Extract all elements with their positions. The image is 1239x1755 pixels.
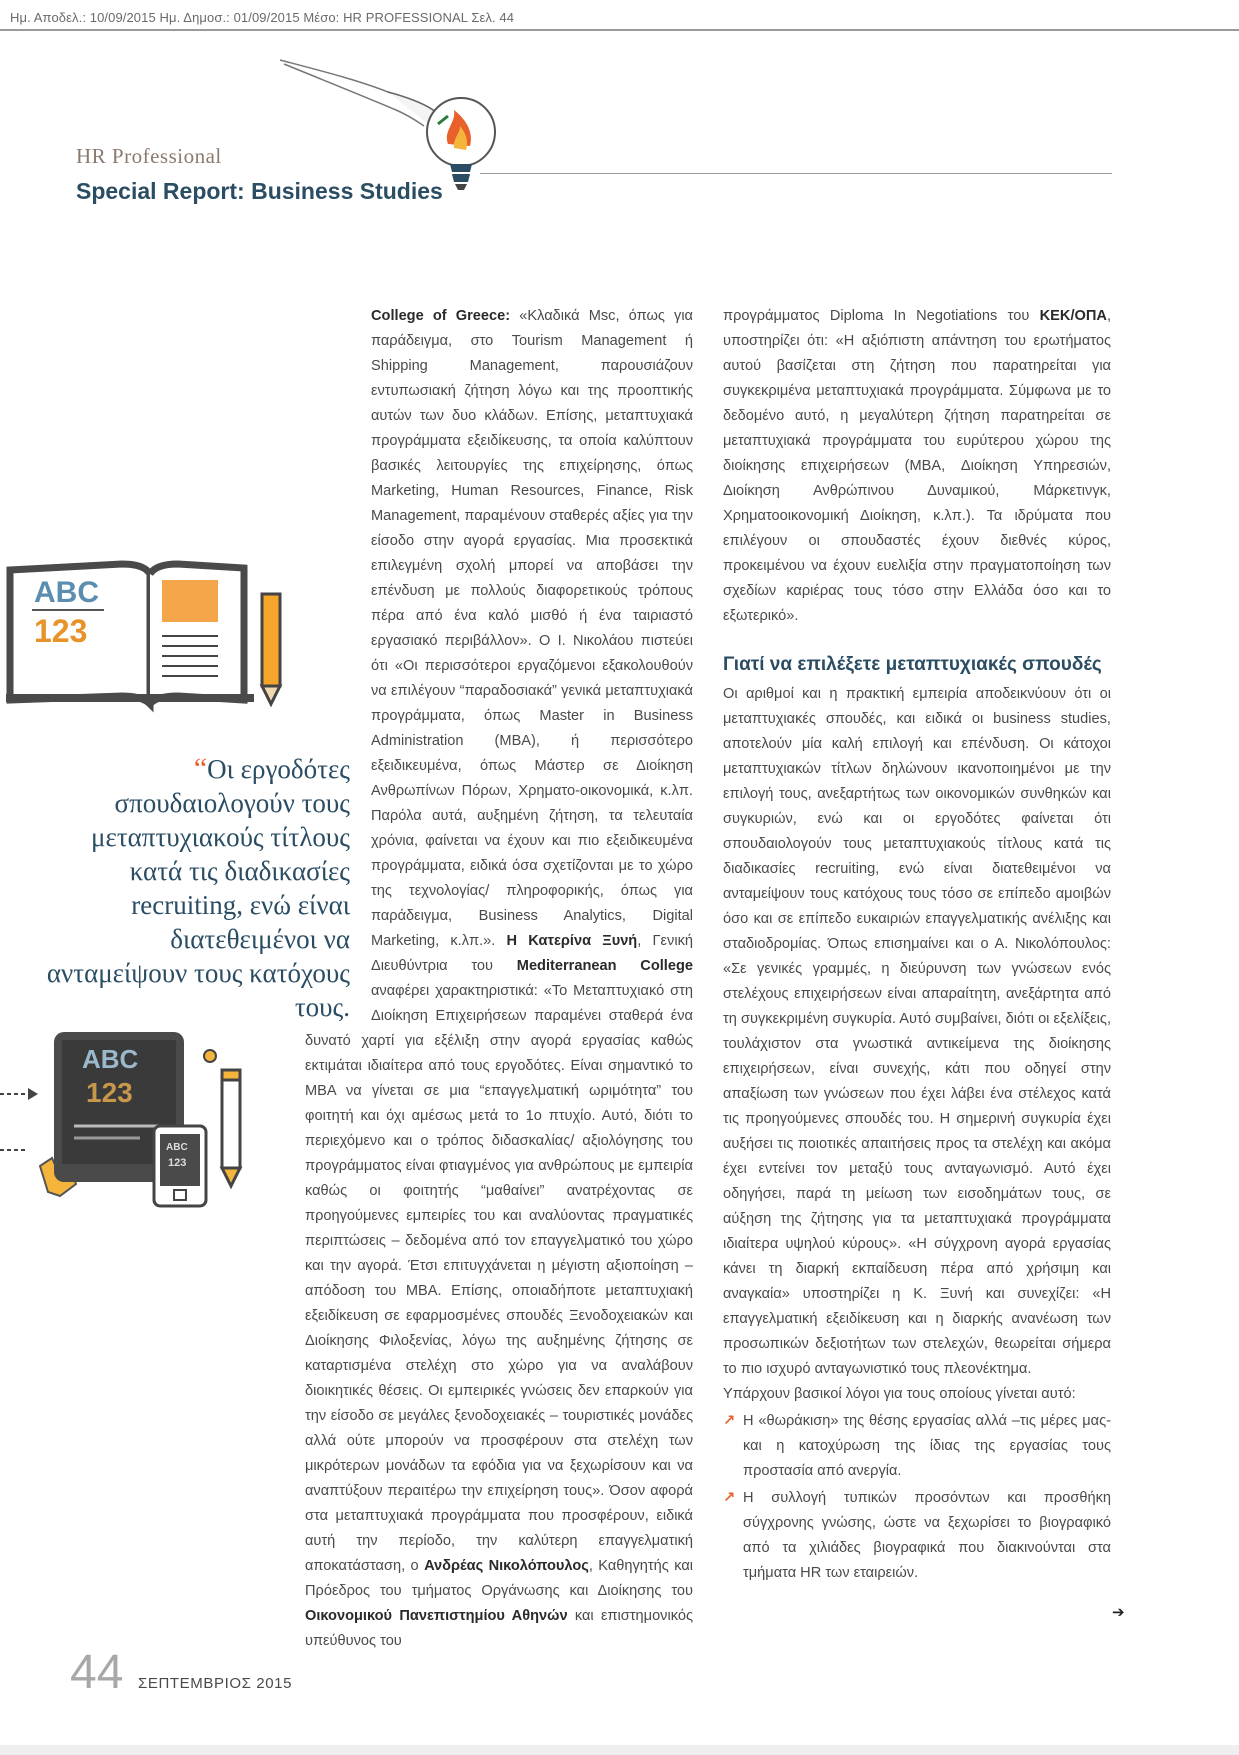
book-abc-label: ABC — [34, 576, 99, 609]
issue-date: ΣΕΠΤΕΜΒΡΙΟΣ 2015 — [138, 1675, 293, 1692]
mediterranean-college-label: Mediterranean College — [516, 958, 693, 974]
article-paragraph: Υπάρχουν βασικοί λόγοι για τους οποίους γίνεται αυτό: — [723, 1386, 1076, 1402]
page-number: 44 — [70, 1646, 124, 1699]
pull-quote — [40, 752, 350, 1024]
open-book-illustration — [4, 554, 294, 714]
clipping-meta: Ημ. Αποδελ.: 10/09/2015 Ημ. Δημοσ.: 01/09/2015 Μέσο: HR PROFESSIONAL Σελ. 44 — [10, 10, 515, 25]
scan-bottom-edge — [0, 1745, 1239, 1755]
college-of-greece-label: College of Greece: — [371, 308, 511, 324]
university-name: Οικονομικού Πανεπιστημίου Αθηνών — [305, 1608, 568, 1624]
bullet-text: Η «θωράκιση» της θέσης εργασίας αλλά –τις μέρες μας- και η κατοχύρωση της ίδιας της εργασίας τους προστασία από ανεργία. — [743, 1413, 1111, 1479]
bullet-item — [723, 1409, 1111, 1484]
article-paragraph: Οι αριθμοί και η πρακτική εμπειρία αποδεικνύουν ότι οι μεταπτυχιακές σπουδές, και ειδικά οι business studies, αποτελούν μία καλή επιλογή και επένδυση. Οι κάτοχοι μεταπτυχιακών τίτλων δηλώνουν ικανοποιημένοι με την επιλογή τους, ανεξαρτήτως των οικονομικών συνθηκών και συγκυριών, ενώ και οι εργοδότες φαίνεται ότι σπουδαιολογούν τους μεταπτυχιακούς τίτλους κατά τις διαδικασίες recruiting, ενώ είναι διατεθειμένοι να ανταμείψουν τους κατόχους τους τόσο σε επίπεδο αμοιβών όσο και σε επίπεδο ευκαιριών επαγγελματικής ανέλιξης και σταδιοδρομίας. Όπως επισημαίνει και ο Α. Νικολόπουλος: «Σε γενικές γραμμές, η διεύρυνση των γνώσεων ενός στελέχους επιχειρήσεων είναι απαραίτητη, ανεξάρτητα από τη συγκεκριμένη συγκυρία. Αυτό συμβαίνει, διότι οι εξελίξεις, τουλάχιστον στα γνωστικά αντικείμενα της διοίκησης επιχειρήσεων, είναι συνεχής, κάτι που οδηγεί στην απαξίωση των γνώσεων που έχει λάβει ένα στέλεχος κατά τις προηγούμενες σπουδές του. Η σημερινή συγκυρία έχει αυξήσει τις ποιοτικές απαιτήσεις προς τα στελέχη και ακόμα έχει εντείνει τον μεταξύ τους ανταγωνισμό. Αυτό έχει οδηγήσει, παρά τη μείωση των εισοδημάτων τους, σε αύξηση της ζήτησης για τα μεταπτυχιακά προγράμματα ιδιαίτερα υψηλού κύρους». «Η σύγχρονη αγορά εργασίας κάνει τη διαρκή εκπαίδευση πέρα από χρήσιμη και αναγκαία» υποστηρίζει η Κ. Ξυνή και συνεχίζει: «Η επαγγελματική εξειδίκευση και η διαρκής ανανέωση των προσωπικών δεξιοτήτων των στελεχών, θεωρείται σήμερα το πιο ισχυρό ανταγωνιστικό τους πλεονέκτημα. — [723, 686, 1111, 1377]
arrow-icon: ↗ — [723, 1413, 736, 1429]
text-run: , Καθηγητής και Πρόεδρος του τμήματος Οργάνωσης και Διοίκησης του — [305, 1558, 694, 1599]
text-run: «Κλαδικά Msc, όπως για παράδειγμα, στο Tourism Management ή Shipping Management, παρουσιάζουν εντυπωσιακή ζήτηση λόγω και της προοπτικής αυτών των δυο κλάδων. Επίσης, μεταπτυχιακά προγράμματα εξειδίκευσης, τα οποία καλύπτουν βασικές λειτουργίες της επιχείρησης, όπως Marketing, Human Resources, Finance, Risk Management, παραμένουν σταθερές αξίες για την είσοδο στην αγορά εργασίας. Μια προσεκτικά επιλεγμένη σχολή μπορεί να αποβάσει την επένδυση με πολλούς διαφορετικούς τρόπους πέρα από ένα καλό μισθό ή ένα ταιριαστό εργασιακό περιβάλλον». Ο Ι. Νικολάου πιστεύει ότι «Οι περισσότεροι εργαζόμενοι εξακολουθούν να επιλέγουν “παραδοσιακά” γενικά μεταπτυχιακά προγράμματα, όπως Master in Business Administration (MBA), ή περισσότερο εξειδικευμένα, όπως Μάστερ σε Διοίκηση Ανθρωπίνων Πόρων, Χρηματο-οικονομικά, κ.λπ. Παρόλα αυτά, αυξημένη ζήτηση, τα τελευταία χρόνια, φαίνεται να έχουν και πιο εξειδικευμένα προγράμματα, ειδικά όσα σχετίζονται με το χώρο της τεχνολογίας/ πληροφορικής, όπως για παράδειγμα, Business Analytics, Digital Marketing, κ.λπ.». — [371, 308, 693, 949]
meta-divider — [0, 29, 1239, 31]
phone-abc-label: ABC — [166, 1142, 188, 1153]
subheading: Γιατί να επιλέξετε μεταπτυχιακές σπουδές — [723, 654, 1102, 675]
header-divider — [480, 173, 1112, 174]
kek-opa-label: ΚΕΚ/ΟΠΑ — [1039, 308, 1107, 324]
text-run: αναφέρει χαρακτηριστικά: «Το Μεταπτυχιακό στη Διοίκηση Επιχειρήσεων παραμένει σταθερά ένα δυνατό χαρτί για εξέλιξη στην αγορά εργασίας καθώς εκτιμάται ιδιαίτερα από τους εργοδότες. Είναι σημαντικό το MBA να γίνεται σε μια “επαγγελματική ωριμότητα” του φοιτητή και όχι αμέσως μετά το 1ο πτυχίο. Αυτό, διότι το περιεχόμενο και ο τρόπος διδασκαλίας/ αξιολόγησης του προγράμματος είναι φτιαγμένος για ανθρώπους με εμπειρία καθώς οι φοιτητής “μαθαίνει” ανατρέχοντας σε προηγούμενες εμπειρίες του και αναλύοντας πραγματικές περιπτώσεις – δεδομένα από τον επαγγελματικό του χώρο και την αγορά. Έτσι επιτυγχάνεται η μέγιστη αξιοποίηση – απόδοση του MBA. Επίσης, οποιαδήποτε μεταπτυχιακή εξειδίκευση σε εφαρμοσμένες σπουδές Ξενοδοχειακών και Διοίκησης Φιλοξενίας, λόγω της αυξημένης ζήτησης σε καταρτισμένα στελέχη στο χώρο για να αναλάβουν διοικητικές θέσεις. Οι εμπειρικές γνώσεις δεν επαρκούν για την είσοδο σε μεγάλες ξενοδοχειακές – τουριστικές μονάδες αλλά ούτε μπορούν να προσφέρουν στα στελέχη των μικρότερων μονάδων τα εφόδια για να ξεχωρίσουν και να αναπτύξουν περαιτέρω την επιχείρηση τους». Όσον αφορά στα μεταπτυχιακά προγράμματα που προσφέρουν, ειδικά αυτή την περίοδο, την καλύτερη επαγγελματική αποκατάσταση, ο — [305, 983, 693, 1574]
continue-arrow-icon: ➔ — [1112, 1604, 1125, 1621]
article-column-left — [305, 304, 693, 1654]
person-name-nikolopoulos: Ανδρέας Νικολόπουλος — [424, 1558, 589, 1574]
article-paragraph — [723, 304, 1111, 629]
book-123-label: 123 — [34, 613, 88, 649]
magazine-brand: HR Professional — [76, 144, 222, 168]
text-run: , Γενική Διευθύντρια του — [371, 933, 694, 974]
article-column-right — [723, 304, 1111, 1586]
text-run: , υποστηρίζει ότι: «Η αξιόπιστη απάντηση του ερωτήματος αυτού βασίζεται στη ζήτηση που παρατηρείται για συγκεκριμένα μεταπτυχιακά προγράμματα. Σύμφωνα με το δεδομένο αυτό, η μεγαλύτερη ζήτηση παρατηρείται σε μεταπτυχιακά προγράμματα του ευρύτερου χώρου της διοίκησης επιχειρήσεων (MBA, Διοίκηση Υπηρεσιών, Διοίκηση Ανθρώπινου Δυναμικού, Μάρκετινγκ, Χρηματοοικονομική Διοίκηση, κ.λπ.). Τα ιδρύματα που επιλέγουν οι σπουδαστές έχουν διεθνές κύρος, προκειμένου να έχουν ευελιξία στην πραγματοποίηση των σχεδίων καριέρας τους τόσο στην Ελλάδα όσο και το εξωτερικό». — [723, 308, 1111, 624]
tablet-abc-label: ABC — [82, 1044, 139, 1074]
text-run: και επιστημονικός υπεύθυνος του — [305, 1608, 693, 1649]
phone-123-label: 123 — [168, 1157, 187, 1169]
quote-mark: “ — [193, 752, 208, 785]
pull-quote-text: Οι εργοδότες σπουδαιολογούν τους μεταπτυχιακούς τίτλους κατά τις διαδικασίες recruiting, ενώ είναι διατεθειμένοι να ανταμείψουν τους κατόχους τους. — [46, 754, 350, 1022]
bullet-item — [723, 1486, 1111, 1586]
pull-quote-wrap-area — [305, 730, 371, 1020]
tablet-illustration — [0, 1026, 260, 1216]
arrow-icon: ↗ — [723, 1490, 736, 1506]
person-name-xyni: Η Κατερίνα Ξυνή — [506, 933, 638, 949]
bullet-text: Η συλλογή τυπικών προσόντων και προσθήκη σύγχρονης γνώσης, ώστε να ξεχωρίσει το βιογραφικό από τα χιλιάδες βιογραφικά που διακινούνται στα τμήματα HR των εταιρειών. — [743, 1490, 1111, 1581]
text-run: προγράμματος Diploma In Negotiations του — [723, 308, 1040, 324]
tablet-123-label: 123 — [86, 1077, 133, 1108]
section-title: Special Report: Business Studies — [76, 178, 443, 204]
